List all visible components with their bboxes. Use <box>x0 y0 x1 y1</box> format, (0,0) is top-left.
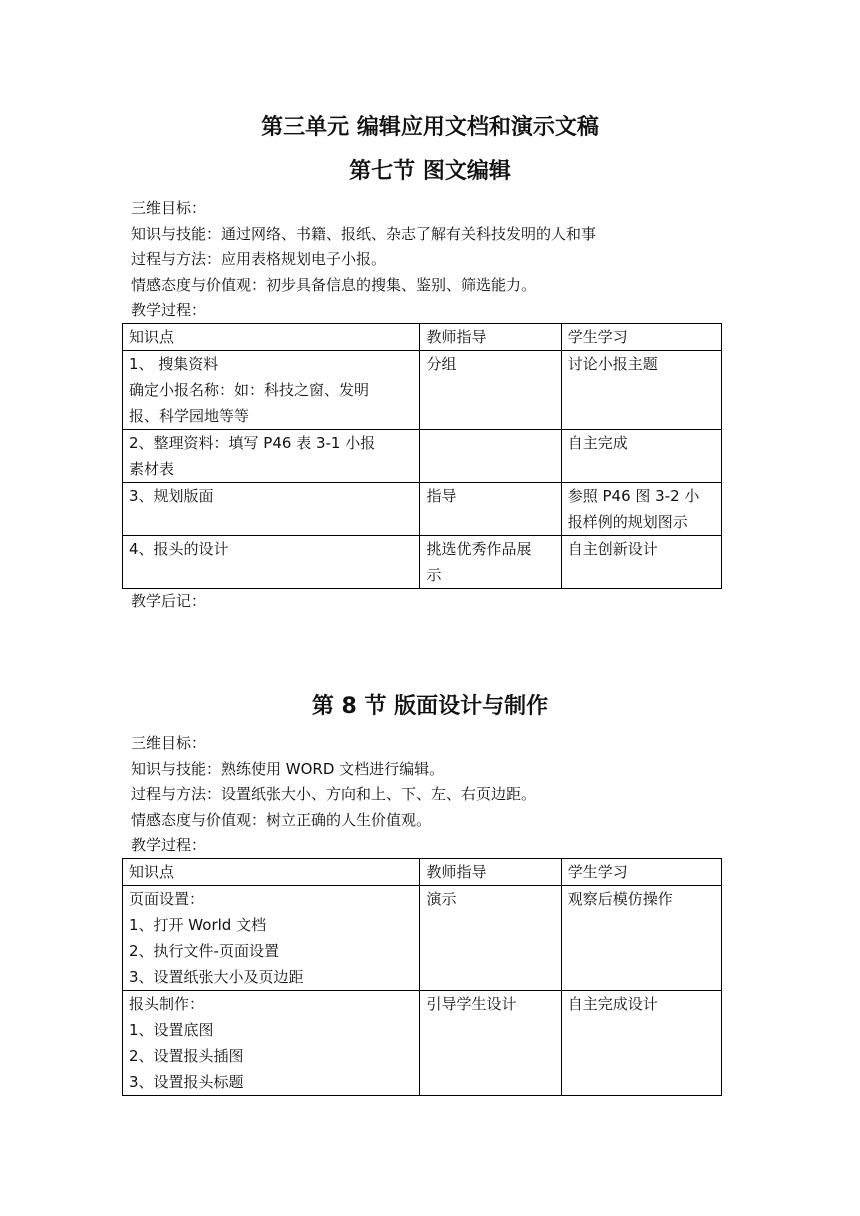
cell-text: 示 <box>426 566 442 584</box>
section7-title: 第七节 图文编辑 <box>349 159 511 184</box>
cell-text: 3、规划版面 <box>129 487 214 505</box>
section7-process-label: 教学过程： <box>131 301 207 319</box>
cell-text: 观察后模仿操作 <box>567 890 673 908</box>
section8-goals-label: 三维目标： <box>131 734 207 752</box>
cell-text: 报、科学园地等等 <box>129 407 250 425</box>
header-teacher: 教师指导 <box>420 324 561 351</box>
section7-afterword-label: 教学后记： <box>131 592 207 610</box>
header-knowledge: 知识点 <box>123 324 420 351</box>
cell-text: 自主创新设计 <box>567 540 658 558</box>
section7-goal-process: 过程与方法：应用表格规划电子小报。 <box>131 250 387 268</box>
cell-text: 3、设置报头标题 <box>129 1073 244 1091</box>
knowledge-cell <box>123 991 420 1096</box>
cell-text: 3、设置纸张大小及页边距 <box>129 968 304 986</box>
table-row <box>123 351 722 430</box>
cell-text: 页面设置： <box>129 890 205 908</box>
cell-text: 2、设置报头插图 <box>129 1047 244 1065</box>
knowledge-cell <box>123 536 420 589</box>
cell-text: 引导学生设计 <box>426 995 517 1013</box>
cell-text: 素材表 <box>129 460 175 478</box>
student-cell <box>561 430 721 483</box>
cell-text: 自主完成 <box>567 434 628 452</box>
student-cell <box>561 886 721 991</box>
cell-text: 确定小报名称：如：科技之窗、发明 <box>129 381 370 399</box>
cell-text: 2、整理资料：填写 P46 表 3-1 小报 <box>129 434 376 452</box>
cell-text: 分组 <box>426 355 457 373</box>
header-student: 学生学习 <box>561 859 721 886</box>
knowledge-cell <box>123 483 420 536</box>
table-header-row <box>123 324 722 351</box>
table-row <box>123 886 722 991</box>
cell-text: 挑选优秀作品展 <box>426 540 532 558</box>
student-cell <box>561 351 721 430</box>
student-cell <box>561 483 721 536</box>
student-cell <box>561 991 721 1096</box>
section7-goal-knowledge: 知识与技能：通过网络、书籍、报纸、杂志了解有关科技发明的人和事 <box>131 225 597 243</box>
header-student: 学生学习 <box>561 324 721 351</box>
header-knowledge: 知识点 <box>123 859 420 886</box>
section8-goal-attitude: 情感态度与价值观：树立正确的人生价值观。 <box>131 811 432 829</box>
knowledge-cell <box>123 351 420 430</box>
knowledge-cell <box>123 886 420 991</box>
table-row <box>123 536 722 589</box>
cell-text: 演示 <box>426 890 457 908</box>
table-row <box>123 483 722 536</box>
section8-goal-knowledge: 知识与技能：熟练使用 WORD 文档进行编辑。 <box>131 760 445 778</box>
teacher-cell <box>420 991 561 1096</box>
unit-title: 第三单元 编辑应用文档和演示文稿 <box>261 115 599 140</box>
teacher-cell <box>420 351 561 430</box>
cell-text: 自主完成设计 <box>567 995 658 1013</box>
cell-text: 指导 <box>426 487 457 505</box>
section7-table <box>122 323 722 589</box>
knowledge-cell <box>123 430 420 483</box>
cell-text: 4、报头的设计 <box>129 540 229 558</box>
section8-table <box>122 858 722 1096</box>
student-cell <box>561 536 721 589</box>
section8-title: 第 8 节 版面设计与制作 <box>311 694 549 719</box>
table-header-row <box>123 859 722 886</box>
section8-goal-process: 过程与方法：设置纸张大小、方向和上、下、左、右页边距。 <box>131 785 537 803</box>
section8-process-label: 教学过程： <box>131 836 207 854</box>
cell-text: 报头制作： <box>129 995 205 1013</box>
table-row <box>123 991 722 1096</box>
section7-goal-attitude: 情感态度与价值观：初步具备信息的搜集、鉴别、筛选能力。 <box>131 276 537 294</box>
section7-goals-label: 三维目标： <box>131 199 207 217</box>
cell-text: 讨论小报主题 <box>567 355 658 373</box>
teacher-cell <box>420 886 561 991</box>
cell-text: 2、执行文件-页面设置 <box>129 942 279 960</box>
cell-text: 报样例的规划图示 <box>567 513 688 531</box>
cell-text: 1、打开 World 文档 <box>129 916 267 934</box>
teacher-cell <box>420 536 561 589</box>
table-row <box>123 430 722 483</box>
header-teacher: 教师指导 <box>420 859 561 886</box>
teacher-cell <box>420 430 561 483</box>
cell-text: 1、 搜集资料 <box>129 355 219 373</box>
cell-text: 1、设置底图 <box>129 1021 214 1039</box>
cell-text: 参照 P46 图 3-2 小 <box>567 487 700 505</box>
teacher-cell <box>420 483 561 536</box>
